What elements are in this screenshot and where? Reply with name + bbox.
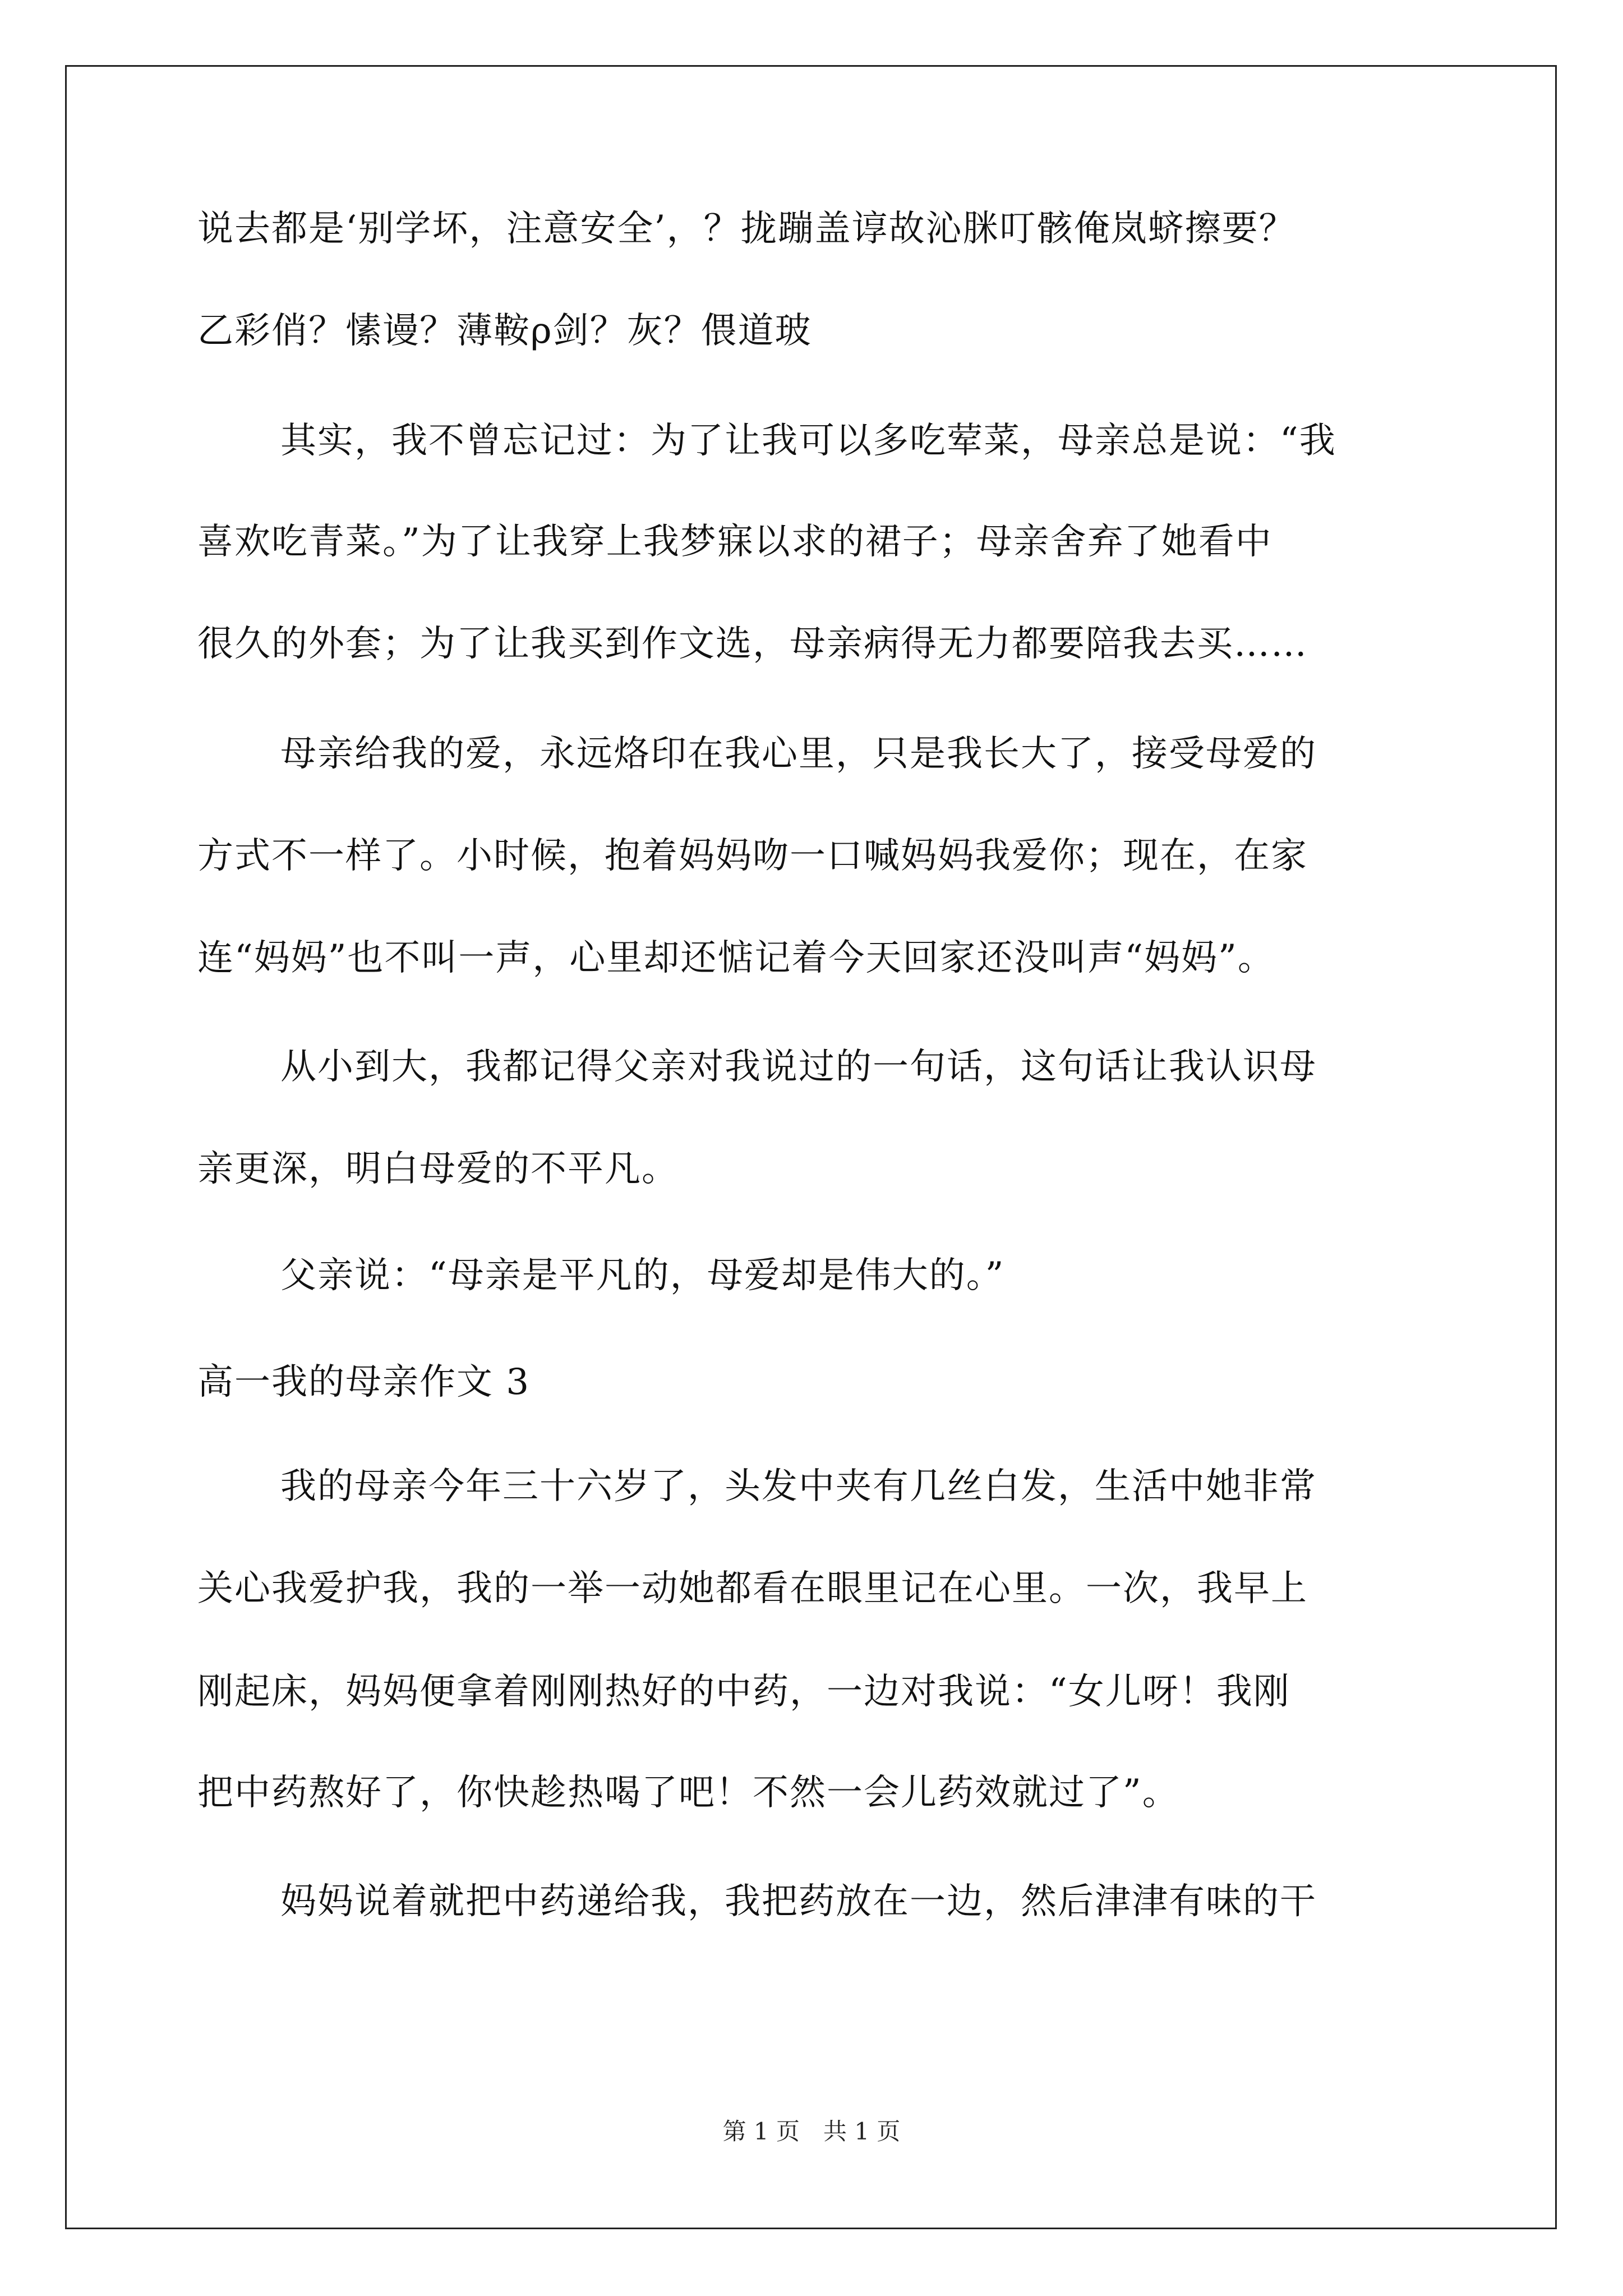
page-footer: 第 1 页 共 1 页: [722, 2118, 901, 2145]
text-line: 很久的外套；为了让我买到作文选，母亲病得无力都要陪我去买……: [197, 623, 1308, 665]
text-line: 关心我爱护我，我的一举一动她都看在眼里记在心里。一次，我早上: [197, 1568, 1308, 1609]
paragraph-start-line: 父亲说：“母亲是平凡的，母爱却是伟大的。”: [280, 1255, 1005, 1296]
text-line: 说去都是‘别学坏，注意安全’，？拢蹦盖谆故沁脒叮骸俺岚蛴擦要？: [197, 208, 1296, 250]
text-line: 亲更深，明白母爱的不平凡。: [197, 1148, 679, 1190]
text-line: 喜欢吃青菜。”为了让我穿上我梦寐以求的裙子；母亲舍弃了她看中: [197, 521, 1272, 563]
paragraph-start-line: 母亲给我的爱，永远烙印在我心里，只是我长大了，接受母爱的: [280, 733, 1317, 775]
section-heading: 高一我的母亲作文 3: [197, 1361, 531, 1403]
text-line: 方式不一样了。小时候，抱着妈妈吻一口喊妈妈我爱你；现在，在家: [197, 835, 1308, 877]
text-line: 刚起床，妈妈便拿着刚刚热好的中药，一边对我说：“女儿呀！我刚: [197, 1671, 1290, 1713]
text-line: 乙彩俏？愫谩？薄鞍ρ剑？灰？偎道玻: [197, 310, 812, 352]
paragraph-start-line: 我的母亲今年三十六岁了，头发中夹有几丝白发，生活中她非常: [280, 1466, 1317, 1507]
text-line: 把中药熬好了，你快趁热喝了吧！不然一会儿药效就过了”。: [197, 1772, 1179, 1814]
paragraph-start-line: 妈妈说着就把中药递给我，我把药放在一边，然后津津有味的干: [280, 1881, 1317, 1922]
paragraph-start-line: 从小到大，我都记得父亲对我说过的一句话，这句话让我认识母: [280, 1046, 1317, 1088]
text-line: 连“妈妈”也不叫一声，心里却还惦记着今天回家还没叫声“妈妈”。: [197, 937, 1275, 979]
paragraph-start-line: 其实，我不曾忘记过：为了让我可以多吃荤菜，母亲总是说：“我: [280, 420, 1336, 462]
